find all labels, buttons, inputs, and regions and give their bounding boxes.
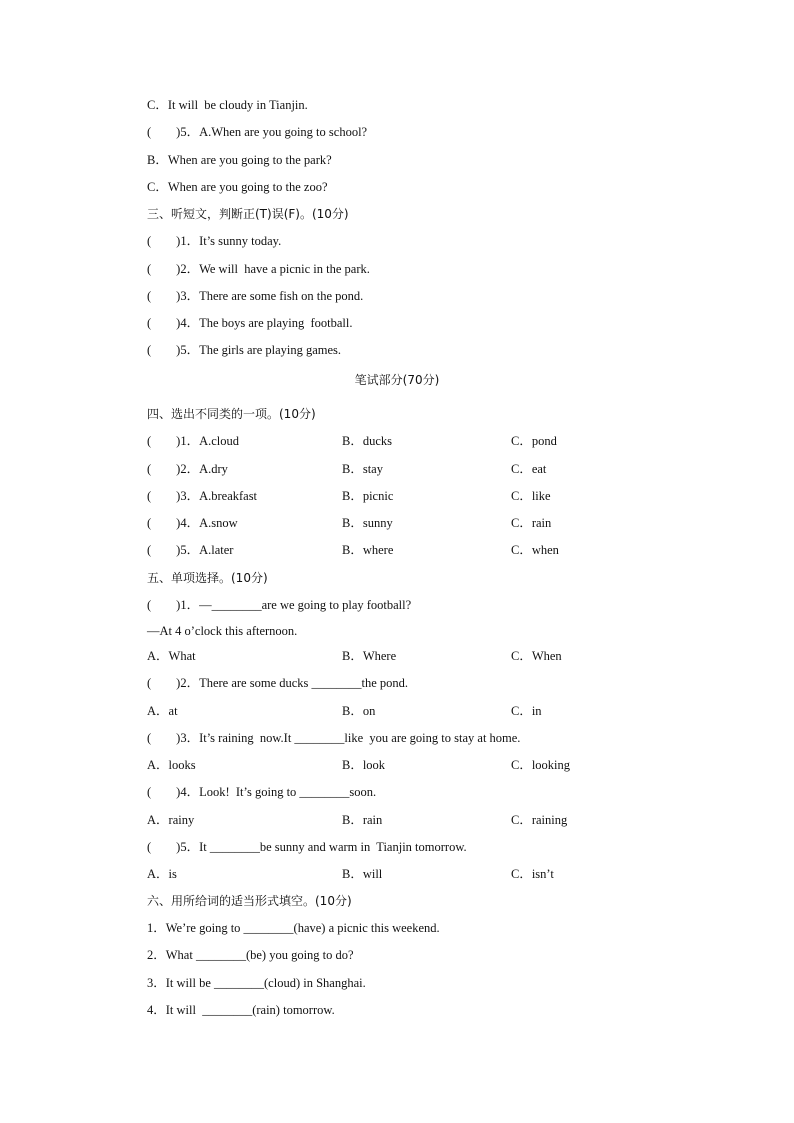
option-line: C．When are you going to the zoo? (147, 180, 328, 194)
choice-a: ( )2．A.dry (147, 462, 228, 476)
choice-c: C．pond (511, 434, 557, 448)
choice-c: C．When (511, 649, 562, 663)
choice-b: B．picnic (342, 489, 394, 503)
question-stem: ( )2．There are some ducks ________the pond. (147, 676, 409, 690)
choice-a: ( )5．A.later (147, 543, 234, 557)
choice-b: B．where (342, 543, 394, 557)
section-heading: 六、用所给词的适当形式填空。(10分) (147, 894, 352, 908)
fill-blank-item: 1．We’re going to ________(have) a picnic this weekend. (147, 921, 440, 935)
option-line: B．When are you going to the park? (147, 153, 332, 167)
option-line: C．It will be cloudy in Tianjin. (147, 98, 308, 112)
choice-b: B．will (342, 867, 383, 881)
question-stem: ( )1．—________are we going to play football? (147, 598, 412, 612)
section-heading: 三、听短文，判断正(T)误(F)。(10分) (147, 207, 349, 221)
fill-blank-item: 2．What ________(be) you going to do? (147, 948, 354, 962)
choice-b: B．rain (342, 813, 383, 827)
choice-a: ( )3．A.breakfast (147, 489, 258, 503)
fill-blank-item: 3．It will be ________(cloud) in Shanghai. (147, 976, 366, 990)
question-line: ( )1．It’s sunny today. (147, 234, 282, 248)
section-heading: 五、单项选择。(10分) (147, 571, 268, 585)
question-line: ( )5．The girls are playing games. (147, 343, 342, 357)
written-part-title: 笔试部分(70分) (354, 373, 440, 387)
fill-blank-item: 4．It will ________(rain) tomorrow. (147, 1003, 335, 1017)
choice-c: C．raining (511, 813, 568, 827)
question-response: —At 4 o’clock this afternoon. (147, 624, 298, 638)
question-stem: ( )4．Look! It’s going to ________soon. (147, 785, 377, 799)
question-stem: ( )5．It ________be sunny and warm in Tianjin tomorrow. (147, 840, 467, 854)
choice-c: C．eat (511, 462, 547, 476)
choice-b: B．sunny (342, 516, 393, 530)
choice-a: A．is (147, 867, 177, 881)
choice-c: C．when (511, 543, 559, 557)
choice-b: B．ducks (342, 434, 393, 448)
question-line: ( )2．We will have a picnic in the park. (147, 262, 370, 276)
choice-c: C．rain (511, 516, 552, 530)
choice-a: ( )1．A.cloud (147, 434, 239, 448)
choice-c: C．looking (511, 758, 571, 772)
choice-a: A．rainy (147, 813, 195, 827)
choice-b: B．look (342, 758, 386, 772)
choice-b: B．Where (342, 649, 397, 663)
choice-c: C．like (511, 489, 551, 503)
question-line: ( )3．There are some fish on the pond. (147, 289, 364, 303)
choice-a: A．looks (147, 758, 196, 772)
choice-a: A．What (147, 649, 196, 663)
question-line: ( )5．A.When are you going to school? (147, 125, 368, 139)
choice-a: A．at (147, 704, 178, 718)
question-stem: ( )3．It’s raining now.It ________like you are going to stay at home. (147, 731, 521, 745)
question-line: ( )4．The boys are playing football. (147, 316, 353, 330)
section-heading: 四、选出不同类的一项。(10分) (147, 407, 316, 421)
choice-b: B．on (342, 704, 376, 718)
choice-b: B．stay (342, 462, 383, 476)
choice-c: C．in (511, 704, 542, 718)
choice-a: ( )4．A.snow (147, 516, 238, 530)
choice-c: C．isn’t (511, 867, 554, 881)
